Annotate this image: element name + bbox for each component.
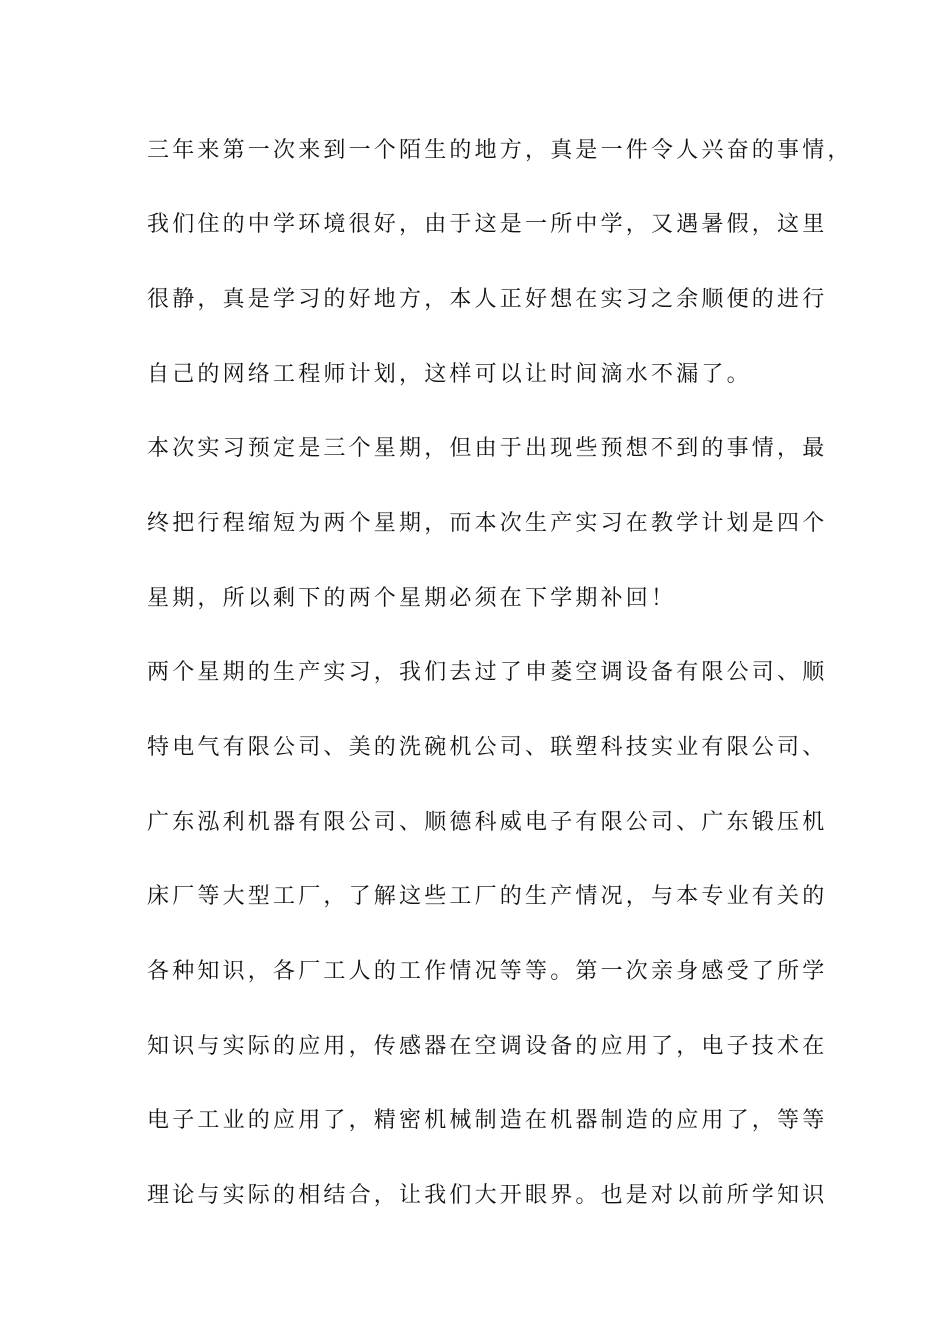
text-line: 知识与实际的应用，传感器在空调设备的应用了，电子技术在 (147, 1034, 828, 1059)
text-line: 电子工业的应用了，精密机械制造在机器制造的应用了，等等 (147, 1108, 828, 1133)
text-line: 自己的网络工程师计划，这样可以让时间滴水不漏了。 (147, 362, 752, 387)
text-line: 理论与实际的相结合，让我们大开眼界。也是对以前所学知识 (147, 1183, 828, 1208)
text-line: 床厂等大型工厂，了解这些工厂的生产情况，与本专业有关的 (147, 884, 828, 909)
text-line: 三年来第一次来到一个陌生的地方，真是一件令人兴奋的事情， (147, 138, 853, 163)
text-line: 本次实习预定是三个星期，但由于出现些预想不到的事情，最 (147, 436, 828, 461)
text-line: 特电气有限公司、美的洗碗机公司、联塑科技实业有限公司、 (147, 735, 828, 760)
text-line: 很静，真是学习的好地方，本人正好想在实习之余顺便的进行 (147, 287, 828, 312)
text-line: 广东泓利机器有限公司、顺德科威电子有限公司、广东锻压机 (147, 810, 828, 835)
text-line: 我们住的中学环境很好，由于这是一所中学，又遇暑假，这里 (147, 212, 828, 237)
text-line: 各种知识，各厂工人的工作情况等等。第一次亲身感受了所学 (147, 959, 828, 984)
text-line: 星期，所以剩下的两个星期必须在下学期补回！ (147, 586, 677, 611)
text-line: 两个星期的生产实习，我们去过了申菱空调设备有限公司、顺 (147, 660, 828, 685)
text-line: 终把行程缩短为两个星期，而本次生产实习在教学计划是四个 (147, 511, 828, 536)
